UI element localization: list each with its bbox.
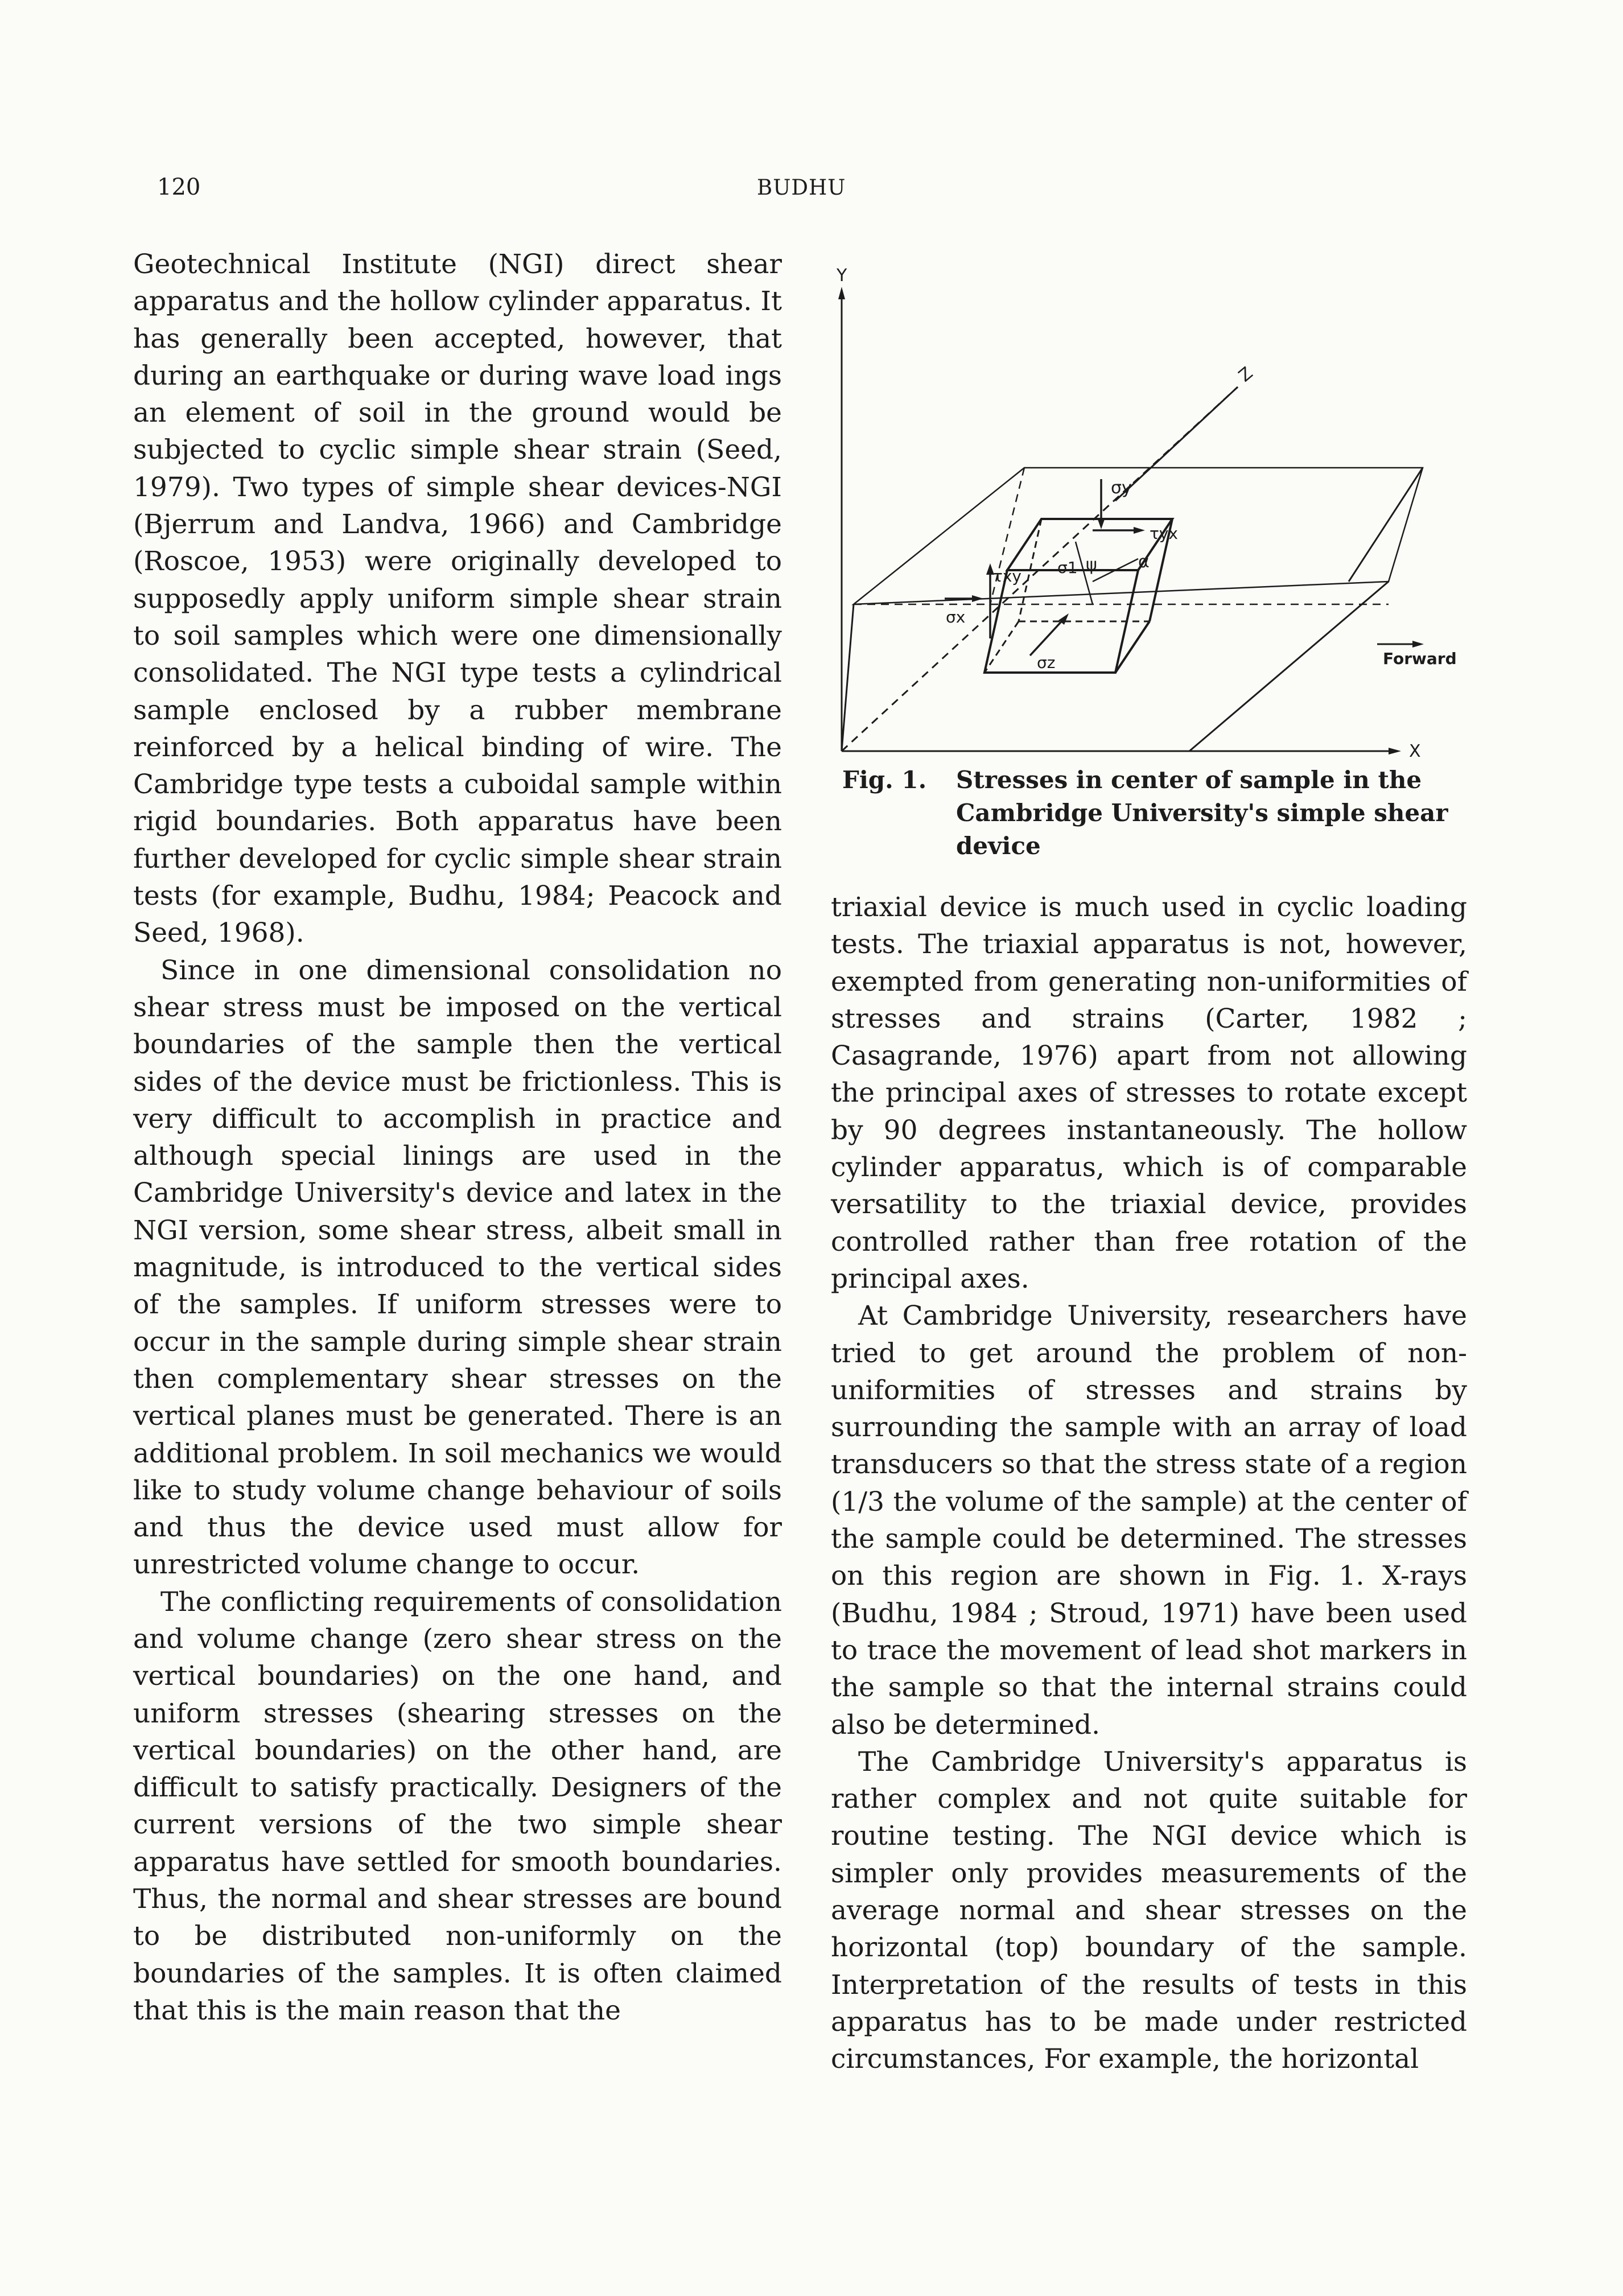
tau-yx-label: τyx xyxy=(1150,524,1178,543)
sigma-x-label: σx xyxy=(946,608,966,626)
alpha-label: α xyxy=(1138,552,1150,572)
caption-label: Fig. 1. xyxy=(842,766,927,794)
sigma-z-label: σz xyxy=(1037,653,1056,672)
outer-box-top xyxy=(854,468,1423,604)
z-axis-label: Z xyxy=(1235,363,1257,386)
outer-box-right-back xyxy=(1349,468,1423,582)
paragraph: Since in one dimensional consolidation no shear stress must be imposed on the vertical boundaries of the sample then the vertical sides of the device must be frictionless. This is very difficult to accomplish in practice and although special linings are used in the Cambridge University's device and latex in the NGI version, some shear stress, albeit small in magnitude, is introduced to the vertical sides of the samples. If uniform stresses were to occur in the sample during simple shear strain then complementary shear stresses on the vertical planes must be generated. There is an additional problem. In soil mechanics we would like to study volume change behaviour of soils and thus the device used must allow for unrestricted volume change to occur. xyxy=(133,954,782,1581)
paragraph: At Cambridge University, researchers have tried to get around the problem of non-uniformities of stresses and strains by surrounding the sample with an array of load transducers so that the stress state of a region (1/3 the volume of the sample) at the center of the sample could be determined. The stresses on this region are shown in Fig. 1. X-rays (Budhu, 1984 ; Stroud, 1971) have been used to trace the movement of lead shot markers in the sample so that the internal strains could also be determined. xyxy=(831,1300,1467,1741)
caption-line-1 xyxy=(842,764,1463,797)
sigma-z-arrow xyxy=(1030,619,1064,656)
caption-line-3: device xyxy=(956,832,1041,860)
outer-box-right-front xyxy=(1189,582,1389,751)
forward-label: Forward xyxy=(1383,649,1457,668)
tau-xy-label: τxy xyxy=(993,567,1021,586)
left-column xyxy=(133,246,782,2029)
psi-label: ψ xyxy=(1086,555,1097,575)
sigma-1-label: σ1 xyxy=(1057,558,1078,577)
right-column xyxy=(831,889,1467,2078)
y-axis-arrow xyxy=(838,287,845,299)
page-number: 120 xyxy=(157,174,201,200)
caption-line-2: Cambridge University's simple shear xyxy=(956,799,1448,827)
paragraph: triaxial device is much used in cyclic loading tests. The triaxial apparatus is not, however, exempted from generating non-uniformities of stresses and strains (Carter, 1982 ; Casagrande, 1976) apart from not allowing the principal axes of stresses to rotate except by 90 degrees instantaneously. The hollow cylinder apparatus, which is of comparable versatility to the triaxial device, provides controlled rather than free rotation of the principal axes. xyxy=(831,892,1467,1295)
paragraph: Geotechnical Institute (NGI) direct shear apparatus and the hollow cylinder apparatus. It has generally been accepted, however, that during an earthquake or during wave load ings an element of soil in the ground would be subjected to cyclic simple shear strain (Seed, 1979). Two types of simple shear devices-NGI (Bjerrum and Landva, 1966) and Cambridge (Roscoe, 1953) were originally developed to supposedly apply uniform simple shear strain to soil samples which were one dimensionally consolidated. The NGI type tests a cylindrical sample enclosed by a rubber membrane reinforced by a helical binding of wire. The Cambridge type tests a cuboidal sample within rigid boundaries. Both apparatus have been further developed for cyclic simple shear strain tests (for example, Budhu, 1984; Peacock and Seed, 1968). xyxy=(133,249,782,949)
x-axis-label: X xyxy=(1409,741,1421,761)
paragraph: The Cambridge University's apparatus is rather complex and not quite suitable for routine testing. The NGI device which is simpler only provides measurements of the average normal and shear stresses on the horizontal (top) boundary of the sample. Interpretation of the results of tests in this apparatus has to be made under restricted circumstances, For example, the horizontal xyxy=(831,1746,1467,2075)
figure-1-stress-diagram xyxy=(819,263,1474,775)
x-axis-arrow xyxy=(1389,748,1401,755)
running-head: BUDHU xyxy=(757,175,846,200)
figure-caption xyxy=(842,764,1463,863)
z-axis-line-solid xyxy=(1115,387,1238,501)
caption-text: Stresses in center of sample in the xyxy=(956,766,1422,794)
outer-box-left-edge xyxy=(842,604,854,751)
sigma-y-label: σy xyxy=(1111,478,1132,498)
y-axis-label: Y xyxy=(837,266,847,286)
paragraph: The conflicting requirements of consolidation and volume change (zero shear stress on the vertical boundaries) on the one hand, and uniform stresses (shearing stresses on the vertical boundaries) on the other hand, are difficult to satisfy practically. Designers of the current versions of the two simple shear apparatus have settled for smooth boundaries. Thus, the normal and shear stresses are bound to be distributed non-uniformly on the boundaries of the samples. It is often claimed that this is the main reason that the xyxy=(133,1586,782,2026)
